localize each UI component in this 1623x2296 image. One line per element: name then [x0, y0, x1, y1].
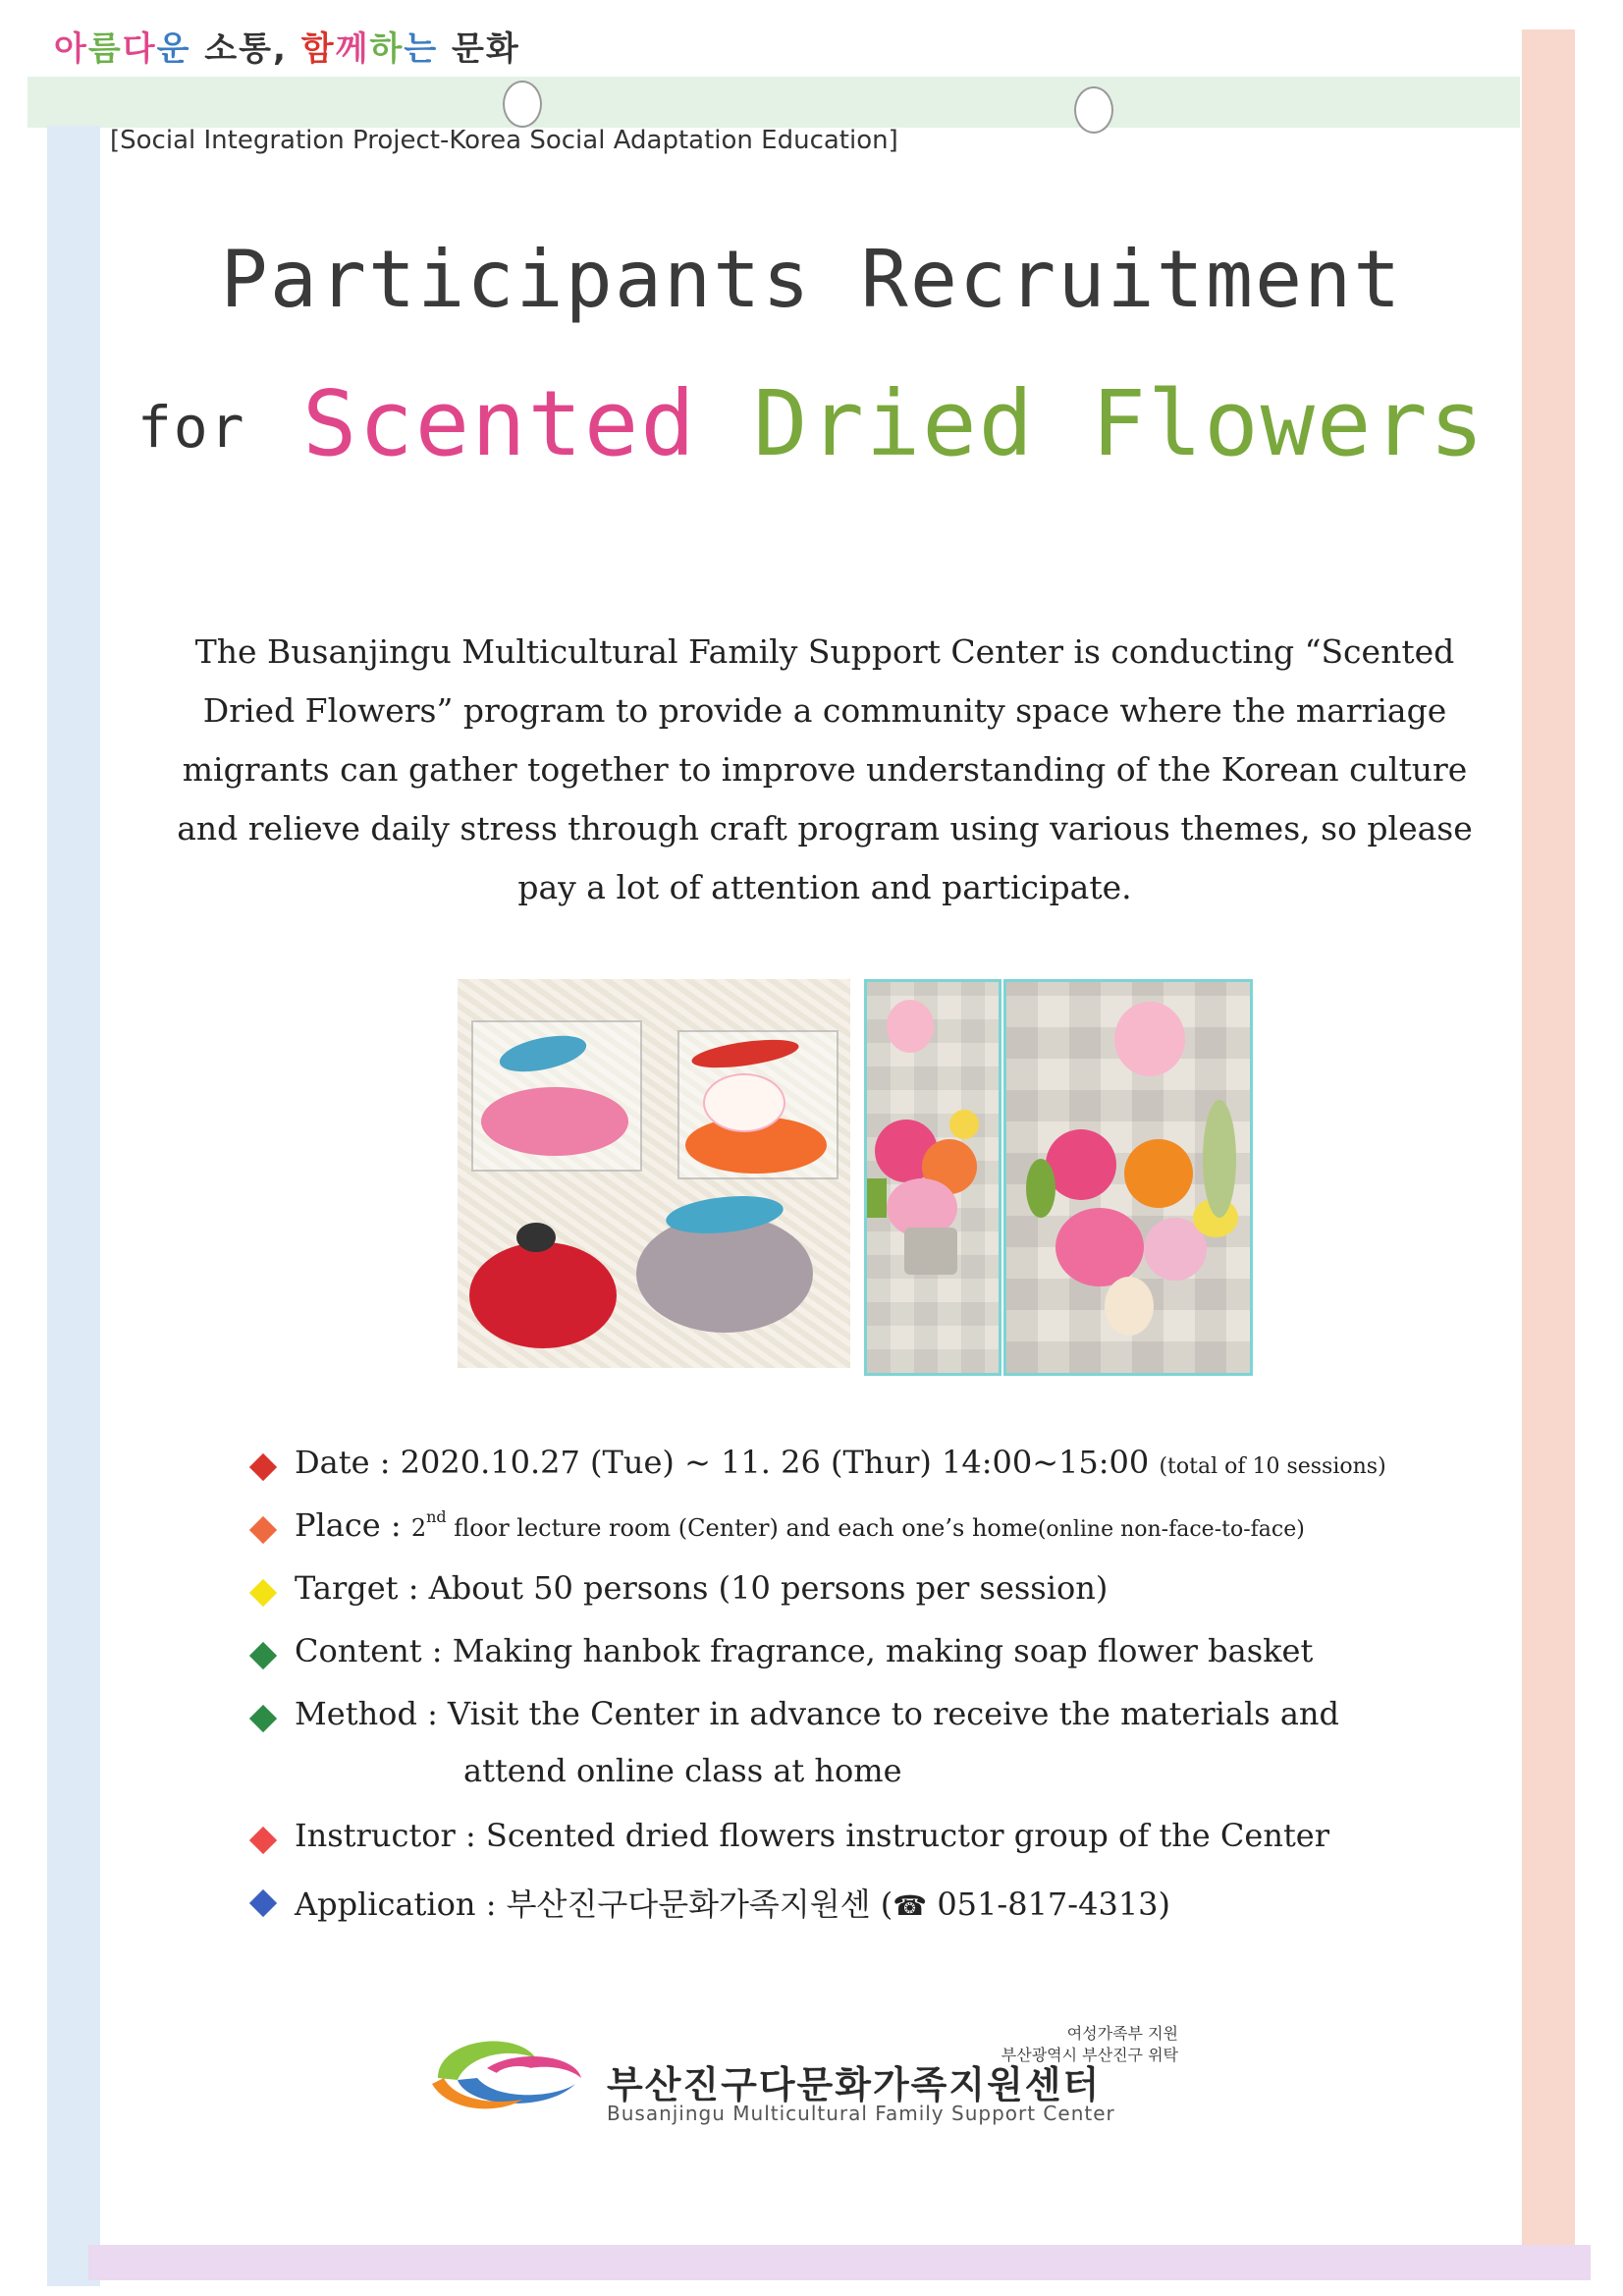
title-for: for: [136, 394, 246, 461]
slogan-char: [288, 29, 301, 69]
slogan-char: 께: [335, 29, 370, 69]
details-list: [245, 1444, 1473, 1942]
detail-note: (total of 10 sessions): [1159, 1454, 1386, 1479]
detail-label: Target : About 50 persons (10 persons per session): [295, 1569, 1109, 1607]
title-scented: Scented: [301, 371, 697, 476]
photo-hanbok-fragrance: [458, 979, 850, 1368]
slogan-char: 화: [485, 29, 520, 69]
detail-label: Method : Visit the Center in advance to receive the materials and: [295, 1695, 1339, 1732]
detail-label: Instructor : Scented dried flowers instructor group of the Center: [295, 1817, 1330, 1854]
slogan-char: 운: [156, 29, 191, 69]
detail-label: Place : 2nd floor lecture room (Center) and each one’s home(online non-face-to-face): [295, 1506, 1305, 1544]
slogan-char: 아: [54, 29, 88, 69]
detail-label: Application : 부산진구다문화가족지원센 (☎ 051-817-4313): [295, 1886, 1171, 1923]
title-line1: Participants Recruitment: [220, 234, 1403, 325]
detail-label: Date : 2020.10.27 (Tue) ~ 11. 26 (Thur) 14:00~15:00 (total of 10 sessions): [295, 1444, 1386, 1481]
title-dried-flowers: Dried Flowers: [753, 371, 1487, 476]
intro-paragraph: The Busanjingu Multicultural Family Support Center is conducting “Scented Dried Flowers” program to provide a community space where the marriage migrants can gather together to improve understanding of the Korean culture and relieve daily stress through craft program using various themes, so please pay a lot of attention and participate.: [177, 632, 1473, 906]
phone-icon: ☎: [893, 1889, 928, 1922]
detail-application: [245, 1880, 1473, 1942]
detail-value: 부산진구다문화가족지원센: [506, 1886, 871, 1923]
slogan-char: [190, 29, 204, 69]
bottom-color-stripe: [88, 2245, 1591, 2280]
detail-content: [245, 1632, 1473, 1695]
slogan-char: 함: [300, 29, 336, 69]
center-logo-icon: [428, 2029, 589, 2117]
diamond-bullet-icon: [249, 1705, 277, 1732]
slogan-char: 다: [122, 29, 157, 69]
detail-value: Visit the Center in advance to receive the materials and: [448, 1695, 1339, 1732]
footer-sub-2: 부산광역시 부산진구 위탁: [1001, 2046, 1178, 2064]
slogan-char: 소: [204, 29, 240, 69]
org-name-english: Busanjingu Multicultural Family Support Center: [607, 2102, 1115, 2125]
detail-method: [245, 1695, 1473, 1817]
punch-hole: [1074, 86, 1113, 134]
org-name-korean: 부산진구다문화가족지원센터: [607, 2063, 1102, 2106]
detail-value: 2020.10.27 (Tue) ~ 11. 26 (Thur) 14:00~15:00: [400, 1444, 1150, 1481]
diamond-bullet-icon: [249, 1642, 277, 1669]
slogan-char: 통: [239, 29, 273, 69]
slogan-char: ,: [273, 29, 288, 69]
diamond-bullet-icon: [249, 1453, 277, 1481]
diamond-bullet-icon: [249, 1516, 277, 1544]
title-line2: [0, 371, 1623, 476]
slogan: [54, 22, 520, 70]
slogan-char: 름: [87, 29, 123, 69]
right-color-stripe: [1522, 29, 1575, 2278]
detail-date: [245, 1444, 1473, 1506]
detail-label: Content : Making hanbok fragrance, making soap flower basket: [295, 1632, 1314, 1669]
top-color-stripe: [27, 77, 1520, 128]
detail-value-line2: attend online class at home: [463, 1752, 902, 1789]
diamond-bullet-icon: [249, 1827, 277, 1854]
slogan-char: 하: [369, 29, 405, 69]
slogan-char: 문: [452, 29, 486, 69]
detail-value: About 50 persons (10 persons per session): [428, 1569, 1109, 1607]
detail-place: [245, 1506, 1473, 1569]
photo-flower-basket-large: [1003, 979, 1253, 1376]
footer-sub-1: 여성가족부 지원: [1066, 2024, 1178, 2043]
header-tag: [Social Integration Project-Korea Social Adaptation Education]: [110, 126, 898, 155]
detail-target: [245, 1569, 1473, 1632]
punch-hole: [503, 81, 542, 128]
diamond-bullet-icon: [249, 1579, 277, 1607]
phone-number: 051-817-4313): [937, 1886, 1171, 1923]
detail-value: Making hanbok fragrance, making soap flower basket: [452, 1632, 1314, 1669]
slogan-char: [438, 29, 452, 69]
slogan-char: 는: [404, 29, 439, 69]
detail-value: Scented dried flowers instructor group of the Center: [485, 1817, 1330, 1854]
photo-flower-basket-small: [864, 979, 1001, 1376]
diamond-bullet-icon: [249, 1889, 277, 1917]
detail-instructor: [245, 1817, 1473, 1880]
